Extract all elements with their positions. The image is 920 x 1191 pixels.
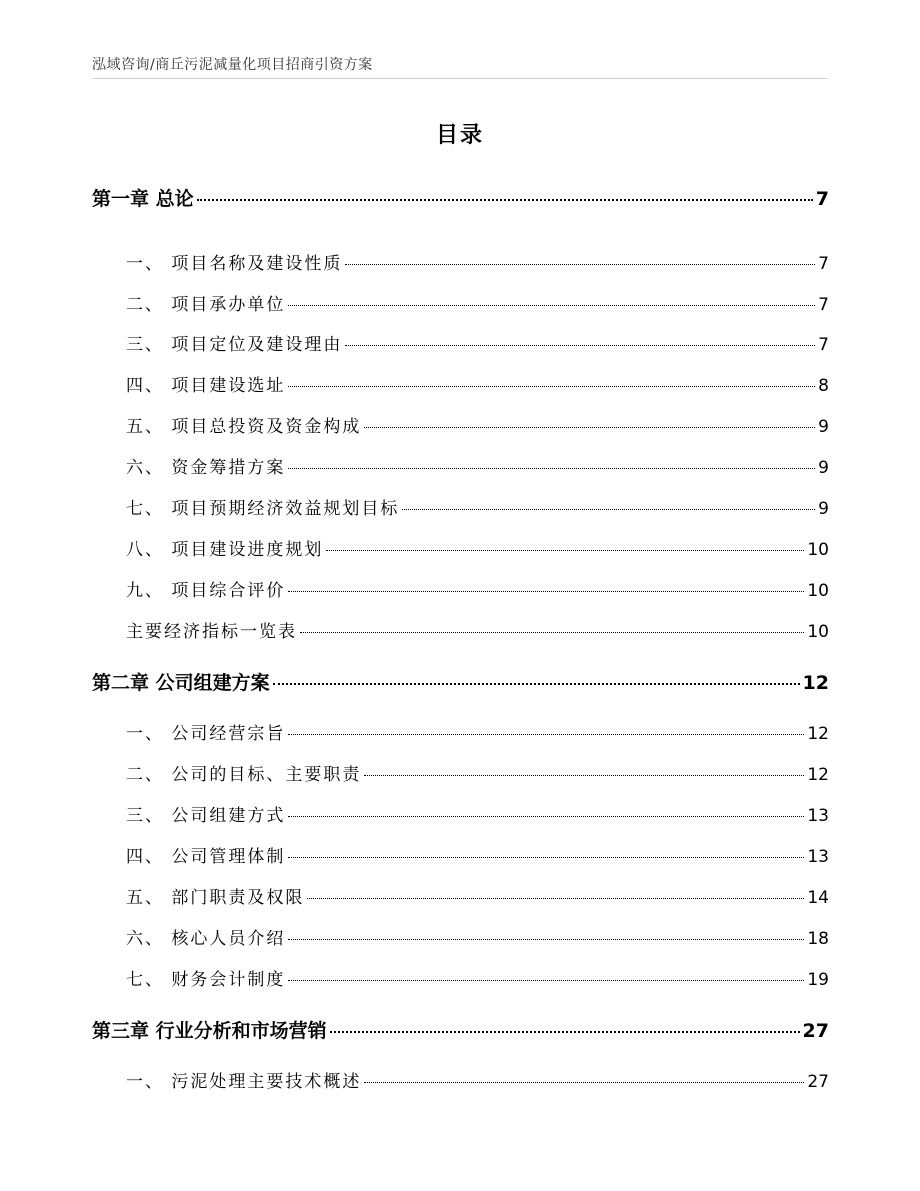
toc-entry-label: 九、 项目综合评价 [126, 581, 286, 601]
toc-entry-page-number: 19 [807, 970, 829, 990]
toc-dot-leader [288, 980, 804, 981]
toc-entry-page-number: 7 [818, 254, 829, 274]
toc-section-entry[interactable] [92, 760, 829, 785]
toc-entry-page-number: 7 [818, 295, 829, 315]
toc-entry-label: 一、 污泥处理主要技术概述 [126, 1072, 362, 1092]
toc-entry-label: 第一章 总论 [92, 188, 194, 210]
toc-section-entry[interactable] [92, 412, 829, 437]
toc-dot-leader [330, 1031, 800, 1033]
toc-dot-leader [364, 1082, 804, 1083]
toc-dot-leader [273, 683, 800, 685]
toc-dot-leader [307, 898, 804, 899]
toc-entry-page-number: 13 [807, 847, 829, 867]
toc-entry-label: 三、 公司组建方式 [126, 806, 286, 826]
toc-entry-label: 二、 项目承办单位 [126, 295, 286, 315]
toc-entry-label: 第二章 公司组建方案 [92, 672, 270, 694]
toc-dot-leader [197, 199, 813, 201]
toc-entry-label: 五、 项目总投资及资金构成 [126, 417, 362, 437]
toc-entry-page-number: 10 [807, 622, 829, 642]
toc-entry-label: 七、 项目预期经济效益规划目标 [126, 499, 400, 519]
toc-entry-page-number: 9 [818, 417, 829, 437]
toc-dot-leader [288, 305, 815, 306]
toc-entry-page-number: 9 [818, 499, 829, 519]
toc-entry-label: 第三章 行业分析和市场营销 [92, 1020, 327, 1042]
toc-entry-page-number: 18 [807, 929, 829, 949]
toc-dot-leader [300, 632, 804, 633]
toc-entry-label: 六、 核心人员介绍 [126, 929, 286, 949]
toc-entry-page-number: 7 [818, 335, 829, 355]
toc-section-entry[interactable] [92, 883, 829, 908]
page-header: 泓域咨询/商丘污泥减量化项目招商引资方案 [92, 57, 373, 73]
toc-entry-page-number: 7 [815, 188, 829, 210]
toc-entry-label: 一、 公司经营宗旨 [126, 724, 286, 744]
toc-title: 目录 [435, 123, 484, 148]
toc-dot-leader [288, 816, 804, 817]
toc-dot-leader [288, 734, 804, 735]
toc-section-entry[interactable] [92, 1067, 829, 1092]
toc-section-entry[interactable] [92, 535, 829, 560]
toc-entry-page-number: 10 [807, 540, 829, 560]
toc-dot-leader [402, 509, 815, 510]
toc-section-entry[interactable] [92, 330, 829, 355]
toc-section-entry[interactable] [92, 576, 829, 601]
toc-section-entry[interactable] [92, 453, 829, 478]
toc-entry-label: 四、 公司管理体制 [126, 847, 286, 867]
toc-dot-leader [326, 550, 804, 551]
toc-section-entry[interactable] [92, 842, 829, 867]
toc-entry-label: 主要经济指标一览表 [126, 622, 297, 642]
toc-dot-leader [288, 591, 804, 592]
toc-entry-label: 四、 项目建设选址 [126, 376, 286, 396]
toc-dot-leader [288, 857, 804, 858]
toc-dot-leader [345, 264, 815, 265]
toc-dot-leader [288, 468, 815, 469]
toc-entry-page-number: 14 [807, 888, 829, 908]
toc-entry-label: 七、 财务会计制度 [126, 970, 286, 990]
toc-section-entry[interactable] [92, 249, 829, 274]
toc-chapter-entry[interactable] [92, 184, 829, 211]
toc-entry-page-number: 27 [802, 1020, 829, 1042]
toc-entry-page-number: 12 [807, 724, 829, 744]
toc-dot-leader [364, 775, 804, 776]
toc-dot-leader [364, 427, 815, 428]
toc-entry-page-number: 12 [807, 765, 829, 785]
toc-entry-label: 一、 项目名称及建设性质 [126, 254, 343, 274]
toc-entry-page-number: 8 [818, 376, 829, 396]
toc-entry-page-number: 10 [807, 581, 829, 601]
toc-dot-leader [288, 939, 804, 940]
toc-dot-leader [288, 386, 815, 387]
toc-section-entry[interactable] [92, 801, 829, 826]
toc-dot-leader [345, 345, 815, 346]
toc-entry-page-number: 12 [802, 672, 829, 694]
toc-section-entry[interactable] [92, 924, 829, 949]
toc-entry-page-number: 9 [818, 458, 829, 478]
toc-entry-label: 五、 部门职责及权限 [126, 888, 305, 908]
toc-section-entry[interactable] [92, 371, 829, 396]
toc-section-entry[interactable] [92, 617, 829, 642]
toc-section-entry[interactable] [92, 494, 829, 519]
toc-chapter-entry[interactable] [92, 1016, 829, 1043]
toc-entry-label: 三、 项目定位及建设理由 [126, 335, 343, 355]
toc-entry-label: 六、 资金筹措方案 [126, 458, 286, 478]
toc-entry-page-number: 27 [807, 1072, 829, 1092]
toc-entry-label: 八、 项目建设进度规划 [126, 540, 324, 560]
toc-section-entry[interactable] [92, 290, 829, 315]
toc-entry-label: 二、 公司的目标、主要职责 [126, 765, 362, 785]
header-divider [92, 78, 828, 79]
toc-entry-page-number: 13 [807, 806, 829, 826]
toc-section-entry[interactable] [92, 719, 829, 744]
toc-section-entry[interactable] [92, 965, 829, 990]
toc-chapter-entry[interactable] [92, 668, 829, 695]
